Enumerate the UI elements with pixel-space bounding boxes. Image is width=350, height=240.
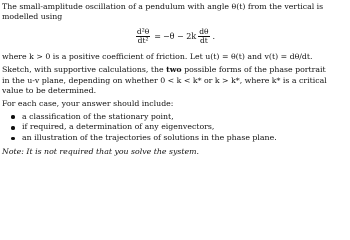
bullet-icon: [11, 126, 15, 130]
list-item: an illustration of the trajectories of solutions in the phase plane.: [2, 133, 347, 144]
for-each-paragraph: For each case, your answer should include:: [2, 99, 174, 109]
rhs-fraction: [198, 28, 209, 46]
intro-paragraph: [2, 2, 347, 23]
note-text: It is not required that you solve the system.: [23, 146, 200, 156]
task-paragraph: [2, 65, 347, 96]
rhs-denominator: dt: [199, 36, 208, 46]
where-paragraph: where k > 0 is a positive coefficient of friction. Let u(t) = θ(t) and v(t) = dθ/dt.: [2, 51, 313, 61]
bullet-icon: [11, 137, 15, 141]
note-paragraph: [2, 147, 347, 157]
task-line-2: in the u-v plane, depending on whether 0 < k < k* or k > k*, where k* is a critical: [2, 75, 327, 85]
equation-period: .: [212, 32, 216, 42]
intro-line-1: The small-amplitude oscillation of a pendulum with angle θ(t) from the vertical is: [2, 2, 324, 11]
task-part-2: possible forms of the phase portrait: [181, 65, 326, 75]
note-label: Note:: [2, 146, 24, 156]
task-bold-two: two: [166, 65, 182, 75]
list-item: if required, a determination of any eigenvectors,: [2, 122, 347, 133]
equals-sign: =: [154, 32, 161, 42]
lhs-numerator: d²θ: [136, 27, 150, 37]
rhs-numerator: dθ: [199, 27, 209, 37]
requirements-list: [2, 112, 347, 144]
middle-terms: −θ − 2k: [162, 32, 197, 42]
lhs-denominator: dt²: [137, 36, 149, 46]
task-line-3: value to be determined.: [2, 86, 97, 96]
intro-line-2: modelled using: [2, 12, 63, 22]
bullet-icon: [11, 115, 15, 119]
ode-equation: [2, 24, 347, 50]
lhs-fraction: [136, 28, 150, 46]
list-item: a classification of the stationary point,: [2, 112, 347, 123]
task-part-1: Sketch, with supportive calculations, the: [2, 65, 167, 75]
